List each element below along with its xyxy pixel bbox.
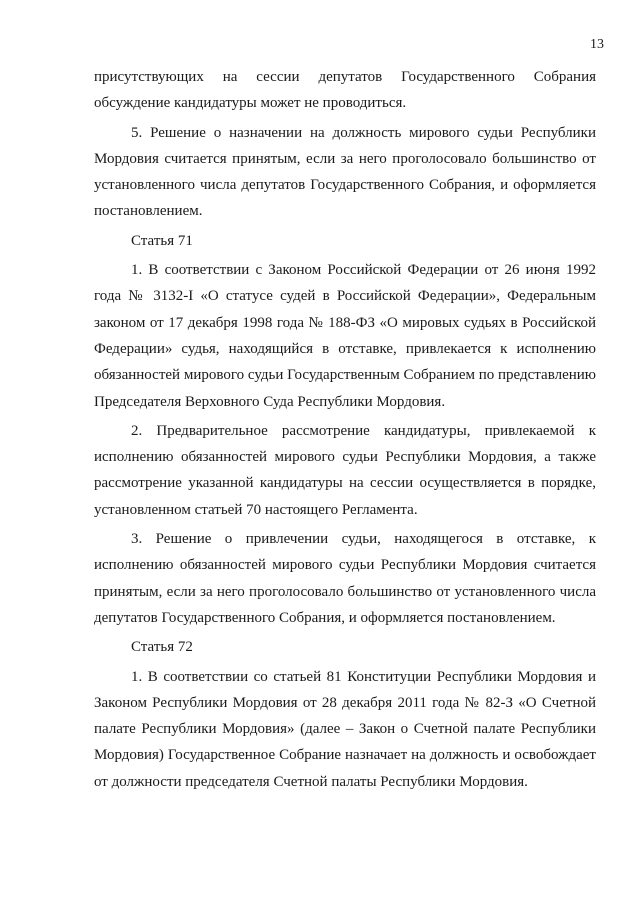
paragraph-item-5: 5. Решение о назначении на должность мирового судьи Республики Мордовия считается принятым, если за него проголосовало большинство от установленного числа депутатов Государственного Собрания, и оформляется постановлением.: [94, 124, 596, 220]
article-heading-72: Статья 72: [131, 639, 193, 656]
article-heading-71: Статья 71: [131, 232, 193, 249]
paragraph-article-71-item-3: 3. Решение о привлечении судьи, находящегося в отставке, к исполнению обязанностей мирового судьи Республики Мордовия считается принятым, если за него проголосовало большинство от установленного числа депутатов Государственного Собрания, и оформляется постановлением.: [94, 531, 596, 626]
paragraph-continuation: присутствующих на сессии депутатов Государственного Собрания обсуждение кандидатуры может не проводиться.: [94, 69, 596, 112]
page-number: 13: [590, 37, 604, 52]
paragraph-article-72-item-1: 1. В соответствии со статьей 81 Конституции Республики Мордовия и Законом Республики Мордовия от 28 декабря 2011 года № 82-З «О Счетной палате Республики Мордовия» (далее – Закон о Счетной палате Республики Мордовия) Государственное Собрание назначает на должность и освобождает от должности председателя Счетной палаты Республики Мордовия.: [94, 668, 596, 790]
paragraph-article-71-item-2: 2. Предварительное рассмотрение кандидатуры, привлекаемой к исполнению обязанностей мирового судьи Республики Мордовия, а также рассмотрение указанной кандидатуры на сессии осуществляется в порядке, установленном статьей 70 настоящего Регламента.: [94, 422, 596, 518]
paragraph-article-71-item-1: 1. В соответствии с Законом Российской Федерации от 26 июня 1992 года № 3132-I «О статусе судей в Российской Федерации», Федеральным законом от 17 декабря 1998 года № 188-ФЗ «О мировых судьях в Российской Федерации» судья, находящийся в отставке, привлекается к исполнению обязанностей мирового судьи Государственным Собранием по представлению Председателя Верховного Суда Республики Мордовия.: [94, 262, 596, 410]
document-body: [94, 64, 596, 795]
